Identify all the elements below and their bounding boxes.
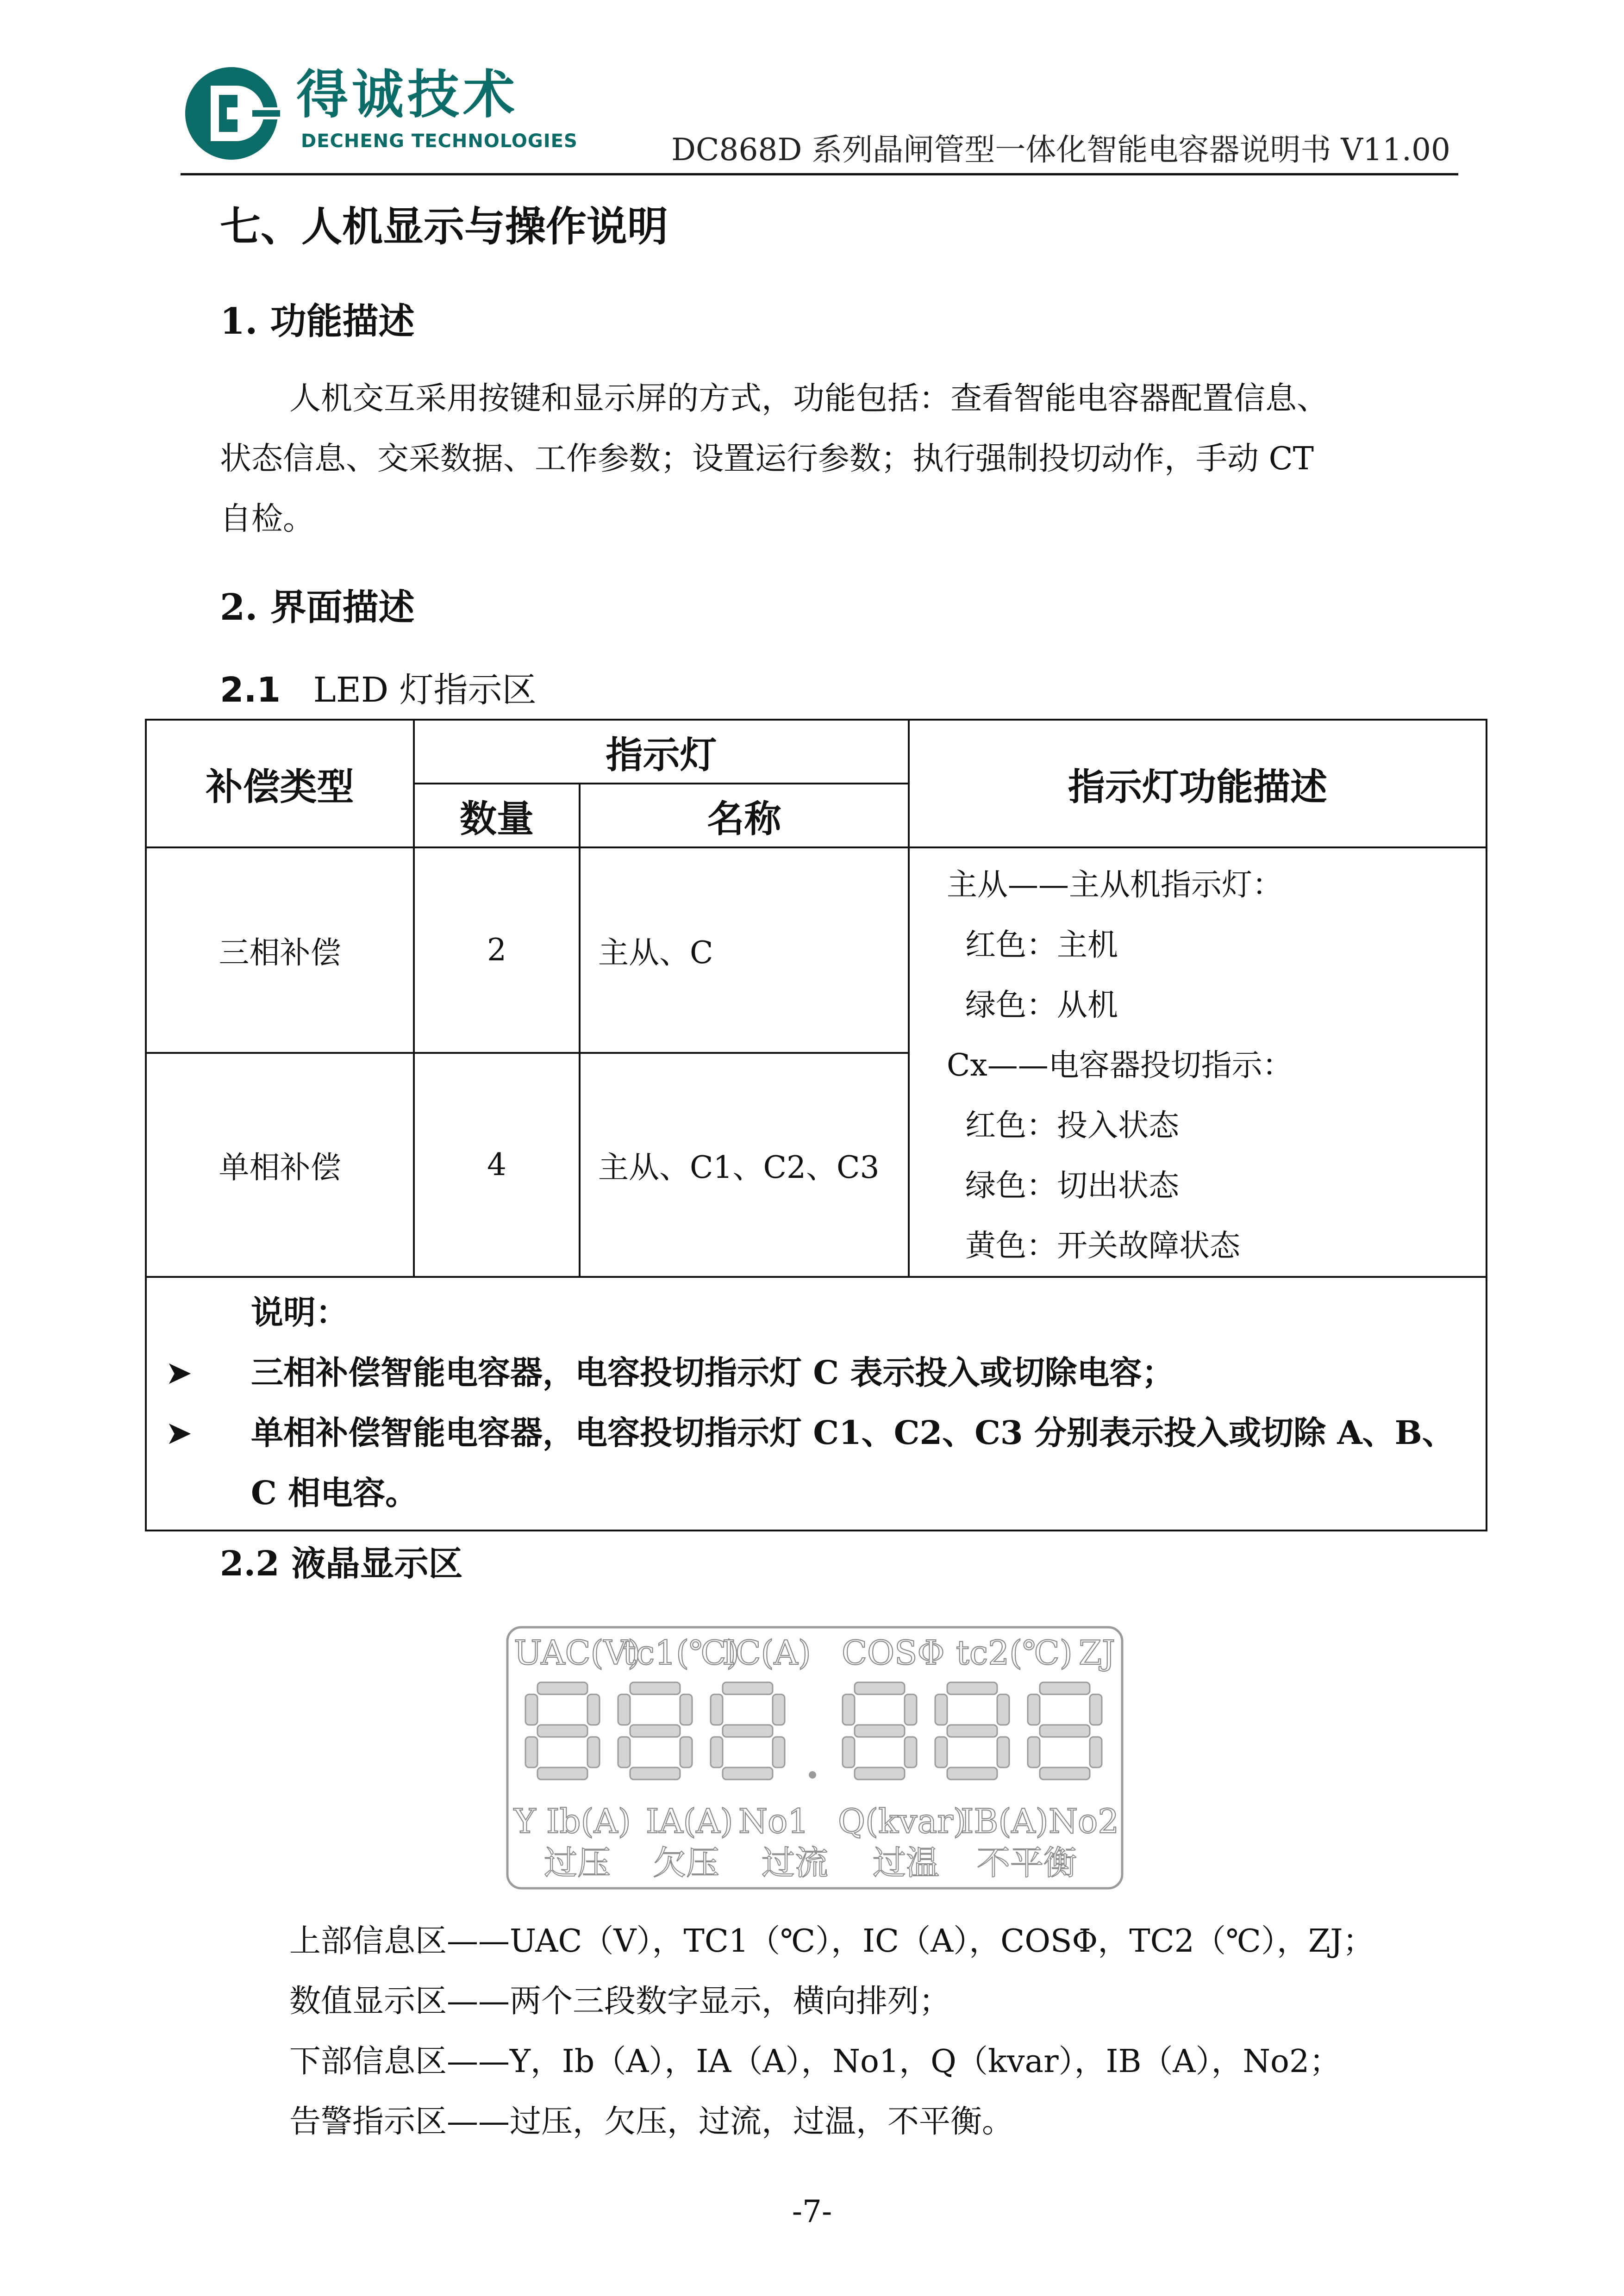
arrow-bullet-icon: ➤ — [165, 1414, 193, 1452]
lcd-digit-segment — [711, 1694, 723, 1725]
lcd-digit-segment — [537, 1725, 587, 1737]
lcd-digit-segment — [1028, 1737, 1040, 1767]
heading-lcd-area: 2.2 液晶显示区 — [220, 1544, 463, 1584]
header-count: 数量 — [414, 784, 580, 847]
lcd-label-zj: ZJ — [1079, 1633, 1115, 1672]
arrow-bullet-icon: ➤ — [165, 1354, 193, 1392]
lcd-digit-segment — [935, 1694, 947, 1725]
lcd-digit-segment — [587, 1694, 600, 1725]
brand-english-name: DECHENG TECHNOLOGIES — [301, 131, 578, 152]
lcd-desc-line-1: 上部信息区——UAC（V），TC1（℃），IC（A），COSΦ，TC2（℃），ZJ； — [289, 1923, 1374, 1960]
desc-yellow-fault: 黄色：开关故障状态 — [965, 1228, 1240, 1263]
lcd-digit-segment — [711, 1737, 723, 1767]
lcd-digit-segment — [855, 1767, 905, 1780]
lcd-digit-segment — [525, 1737, 537, 1767]
note-label: 说明： — [251, 1293, 348, 1332]
paragraph-line-2: 状态信息、交采数据、工作参数；设置运行参数；执行强制投切动作，手动 CT — [220, 441, 1314, 477]
desc-red-master: 红色：主机 — [965, 927, 1118, 963]
paragraph-line-3: 自检。 — [220, 501, 315, 537]
lcd-label-q: Q(kvar) — [838, 1802, 966, 1841]
header-name: 名称 — [580, 784, 909, 847]
lcd-label-ib-big: IB(A) — [961, 1802, 1049, 1841]
lcd-digit-segment — [773, 1737, 785, 1767]
lcd-digit-segment — [947, 1725, 997, 1737]
lcd-digit-segment — [723, 1682, 773, 1694]
lcd-digit-segment — [1028, 1694, 1040, 1725]
cell-type: 单相补偿 — [146, 1053, 414, 1277]
lcd-alarm-unbalance: 不平衡 — [977, 1843, 1077, 1882]
lcd-digit-segment — [935, 1737, 947, 1767]
table-row — [146, 847, 1487, 1053]
lcd-label-y: Y — [514, 1802, 536, 1841]
note-item-1: ➤ 三相补偿智能电容器，电容投切指示灯 C 表示投入或切除电容； — [147, 1343, 1486, 1403]
header-indicator: 指示灯 — [414, 720, 909, 784]
lcd-desc-line-4: 告警指示区——过压，欠压，过流，过温，不平衡。 — [289, 2103, 1014, 2140]
paragraph-line-1: 人机交互采用按键和显示屏的方式，功能包括：查看智能电容器配置信息、 — [289, 380, 1329, 417]
lcd-alarm-under-voltage: 欠压 — [653, 1843, 720, 1882]
lcd-digit-segment — [630, 1767, 680, 1780]
heading-interface-description: 2. 界面描述 — [220, 586, 415, 628]
lcd-digit-segment — [537, 1767, 587, 1780]
lcd-digit-segment — [905, 1737, 917, 1767]
lcd-label-no1: No1 — [738, 1802, 809, 1841]
lcd-label-ic: IC(A) — [722, 1633, 811, 1672]
desc-green-slave: 绿色：从机 — [965, 987, 1118, 1023]
cell-function-description — [909, 847, 1487, 1277]
note-item-2: ➤ 单相补偿智能电容器，电容投切指示灯 C1、C2、C3 分别表示投入或切除 A、B、 C 相电容。 — [147, 1403, 1486, 1523]
lcd-digit-segment — [537, 1682, 587, 1694]
led-indicator-table — [145, 719, 1487, 1531]
lcd-desc-line-3: 下部信息区——Y，Ib（A），IA（A），No1，Q（kvar），IB（A），No2； — [289, 2043, 1341, 2080]
lcd-display-diagram — [505, 1624, 1125, 1891]
brand-chinese-name: 得诚技术 — [296, 65, 518, 125]
header-compensation-type: 补偿类型 — [146, 720, 414, 847]
heading-led-indicator-area — [220, 663, 537, 712]
lcd-label-no2: No2 — [1049, 1802, 1119, 1841]
header-function-description: 指示灯功能描述 — [909, 720, 1487, 847]
page-number: -7- — [792, 2194, 832, 2229]
lcd-decimal-point — [809, 1771, 816, 1779]
lcd-digit-segment — [525, 1694, 537, 1725]
lcd-digit-segment — [997, 1737, 1009, 1767]
lcd-digit-segment — [773, 1694, 785, 1725]
lcd-alarm-over-temp: 过温 — [873, 1843, 940, 1882]
lcd-digit-segment — [680, 1694, 692, 1725]
desc-master-slave: 主从——主从机指示灯： — [947, 867, 1283, 902]
lcd-digit-segment — [618, 1694, 630, 1725]
company-logo — [183, 65, 285, 162]
cell-name: 主从、C1、C2、C3 — [580, 1053, 909, 1277]
table-note — [146, 1277, 1487, 1531]
desc-red-on: 红色：投入状态 — [965, 1108, 1179, 1143]
lcd-label-tc2: tc2(℃) — [956, 1633, 1073, 1672]
lcd-digit-segment — [947, 1767, 997, 1780]
lcd-alarm-over-current: 过流 — [762, 1843, 829, 1882]
lcd-label-cos: COSΦ — [842, 1633, 945, 1672]
subsection-title: LED 灯指示区 — [313, 670, 537, 710]
lcd-digit-segment — [1040, 1767, 1090, 1780]
header-divider — [181, 173, 1458, 175]
lcd-alarm-over-voltage: 过压 — [544, 1843, 611, 1882]
document-title: DC868D 系列晶闸管型一体化智能电容器说明书 V11.00 — [671, 132, 1450, 168]
lcd-digit-segment — [680, 1737, 692, 1767]
lcd-label-ia: IA(A) — [646, 1802, 733, 1841]
lcd-digit-segment — [723, 1725, 773, 1737]
subsection-number: 2.1 — [220, 670, 281, 710]
lcd-digit-segment — [1040, 1682, 1090, 1694]
lcd-digit-segment — [843, 1737, 855, 1767]
lcd-digit-segment — [587, 1737, 600, 1767]
desc-cx-switching: Cx——电容器投切指示： — [947, 1047, 1293, 1083]
lcd-digit-segment — [618, 1737, 630, 1767]
lcd-digit-segment — [723, 1767, 773, 1780]
lcd-digit-segment — [905, 1694, 917, 1725]
lcd-label-tc1: tc1(℃) — [623, 1633, 739, 1672]
heading-function-description: 1. 功能描述 — [220, 300, 415, 342]
lcd-digit-segment — [843, 1694, 855, 1725]
lcd-digit-segment — [947, 1682, 997, 1694]
lcd-label-uac: UAC(V) — [514, 1633, 641, 1672]
cell-count: 2 — [414, 847, 580, 1053]
lcd-digit-segment — [630, 1682, 680, 1694]
lcd-label-ib-small: Ib(A) — [546, 1802, 631, 1841]
lcd-digit-segment — [855, 1725, 905, 1737]
lcd-desc-line-2: 数值显示区——两个三段数字显示，横向排列； — [289, 1983, 951, 2020]
cell-type: 三相补偿 — [146, 847, 414, 1053]
cell-name: 主从、C — [580, 847, 909, 1053]
lcd-digit-segment — [1040, 1725, 1090, 1737]
cell-count: 4 — [414, 1053, 580, 1277]
desc-green-off: 绿色：切出状态 — [965, 1168, 1179, 1203]
lcd-digit-segment — [855, 1682, 905, 1694]
lcd-digit-segment — [1090, 1737, 1102, 1767]
section-title: 七、人机显示与操作说明 — [220, 202, 668, 250]
lcd-digit-segment — [630, 1725, 680, 1737]
lcd-digit-segment — [997, 1694, 1009, 1725]
lcd-digit-segment — [1090, 1694, 1102, 1725]
